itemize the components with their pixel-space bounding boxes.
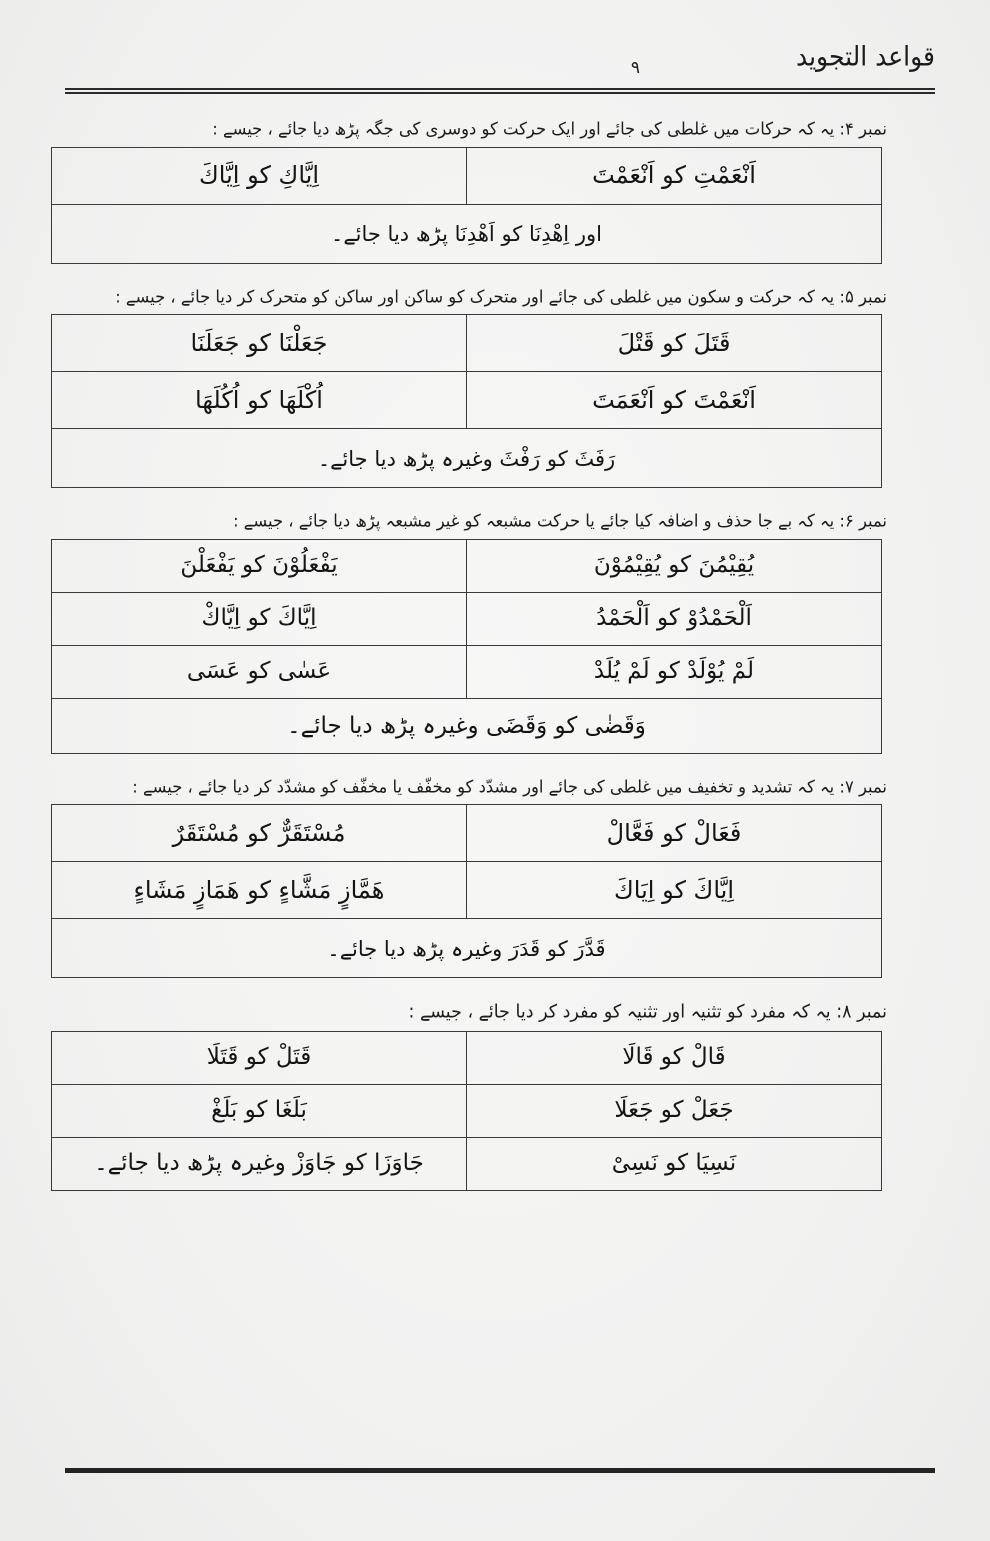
- section-6-heading: نمبر ۶: یہ کہ بے جا حذف و اضافہ کیا جائے یا حرکت مشبعہ کو غیر مشبعہ پڑھ دیا جائے ، جیسے :: [233, 510, 887, 531]
- section-spacer: [95, 754, 895, 770]
- example-cell-right: فَعَالْ کو فَعَّالْ: [467, 805, 882, 862]
- table-row: [52, 539, 882, 592]
- table-row: [52, 315, 882, 372]
- example-cell-merged: اور اِهْدِنَا کو اَهْدِنَا پڑھ دیا جائے۔: [52, 204, 882, 263]
- section-spacer: [95, 264, 895, 280]
- example-cell-merged: وَقَضٰى کو وَقَضَى وغیرہ پڑھ دیا جائے۔: [52, 698, 882, 753]
- page-number: ٩: [630, 58, 640, 78]
- example-cell-left: قَتَلْ کو قَتَلَا: [52, 1031, 467, 1084]
- table-row: [52, 1031, 882, 1084]
- example-cell-left: جَاوَزَا کو جَاوَزْ وغیرہ پڑھ دیا جائے۔: [52, 1137, 467, 1190]
- table-row: [52, 1084, 882, 1137]
- example-cell-right: اِیَّاكَ کو اِیَاكَ: [467, 862, 882, 919]
- example-cell-right: لَمْ يُوْلَدْ کو لَمْ يُلَدْ: [467, 645, 882, 698]
- page-header: [65, 40, 935, 86]
- section-7: [95, 776, 895, 995]
- table-row: [52, 147, 882, 204]
- example-cell-left: اِیَّاكِ کو اِیَّاكَ: [52, 147, 467, 204]
- example-cell-left: عَسٰى کو عَسَى: [52, 645, 467, 698]
- table-row-merged: [52, 919, 882, 978]
- section-5: [95, 286, 895, 505]
- section-5-examples-table: [51, 314, 882, 488]
- example-cell-right: جَعَلْ کو جَعَلَا: [467, 1084, 882, 1137]
- table-row-merged: [52, 204, 882, 263]
- section-spacer: [95, 978, 895, 994]
- table-row: [52, 1137, 882, 1190]
- section-5-heading: نمبر ۵: یہ کہ حرکت و سکون میں غلطی کی جائے اور متحرک کو ساکن اور ساکن کو متحرک کر دیا جائے ، جیسے :: [115, 286, 887, 307]
- section-4-examples-table: [51, 147, 882, 264]
- example-cell-left: جَعَلْنَا کو جَعَلَنَا: [52, 315, 467, 372]
- section-6-examples-table: [51, 539, 882, 754]
- page-content: [95, 118, 895, 1213]
- header-rule: [65, 88, 935, 94]
- example-cell-left: بَلَغَا کو بَلَغْ: [52, 1084, 467, 1137]
- example-cell-left: يَفْعَلُوْنَ کو يَفْعَلْنَ: [52, 539, 467, 592]
- example-cell-right: نَسِيَا کو نَسِىْ: [467, 1137, 882, 1190]
- example-cell-right: اَلْحَمْدُوْ کو اَلْحَمْدُ: [467, 592, 882, 645]
- example-cell-left: مُسْتَقَرٌّ کو مُسْتَقَرٌ: [52, 805, 467, 862]
- section-spacer: [95, 488, 895, 504]
- example-cell-right: اَنْعَمْتِ کو اَنْعَمْتَ: [467, 147, 882, 204]
- example-cell-right: قَتَلَ کو قَتْلَ: [467, 315, 882, 372]
- footer-rule: [65, 1468, 935, 1473]
- example-cell-right: يُقِيْمُنَ کو يُقِيْمُوْنَ: [467, 539, 882, 592]
- section-7-heading: نمبر ۷: یہ کہ تشدید و تخفیف میں غلطی کی جائے اور مشدّد کو مخفّف یا مخفّف کو مشدّد کر دیا جائے ، جیسے :: [132, 776, 887, 797]
- table-row-merged: [52, 429, 882, 488]
- table-row: [52, 592, 882, 645]
- section-6: [95, 510, 895, 770]
- table-row: [52, 645, 882, 698]
- book-title: قواعد التجويد: [795, 40, 935, 73]
- example-cell-merged: قَدَّرَ کو قَدَرَ وغیرہ پڑھ دیا جائے۔: [52, 919, 882, 978]
- section-8-heading: نمبر ۸: یہ کہ مفرد کو تثنیہ اور تثنیہ کو مفرد کر دیا جائے ، جیسے :: [408, 1002, 887, 1024]
- example-cell-left: اِیَّاكَ کو اِیَّاكْ: [52, 592, 467, 645]
- example-cell-merged: رَفَثَ کو رَفْثَ وغیرہ پڑھ دیا جائے۔: [52, 429, 882, 488]
- section-8: [95, 1000, 895, 1206]
- example-cell-left: اُكْلَهَا کو اُكُلَهَا: [52, 372, 467, 429]
- table-row: [52, 862, 882, 919]
- section-spacer: [95, 1191, 895, 1207]
- table-row: [52, 372, 882, 429]
- example-cell-right: قَالْ کو قَالَا: [467, 1031, 882, 1084]
- section-4-heading: نمبر ۴: یہ کہ حرکات میں غلطی کی جائے اور ایک حرکت کو دوسری کی جگہ پڑھ دیا جائے ، جیسے :: [212, 118, 887, 139]
- example-cell-right: اَنْعَمْتَ کو اَنْعَمَتَ: [467, 372, 882, 429]
- section-8-examples-table: [51, 1031, 882, 1191]
- example-cell-left: هَمَّازٍ مَشَّاءٍ کو هَمَازٍ مَشَاءٍ: [52, 862, 467, 919]
- table-row-merged: [52, 698, 882, 753]
- section-4: [95, 118, 895, 280]
- table-row: [52, 805, 882, 862]
- section-7-examples-table: [51, 804, 882, 978]
